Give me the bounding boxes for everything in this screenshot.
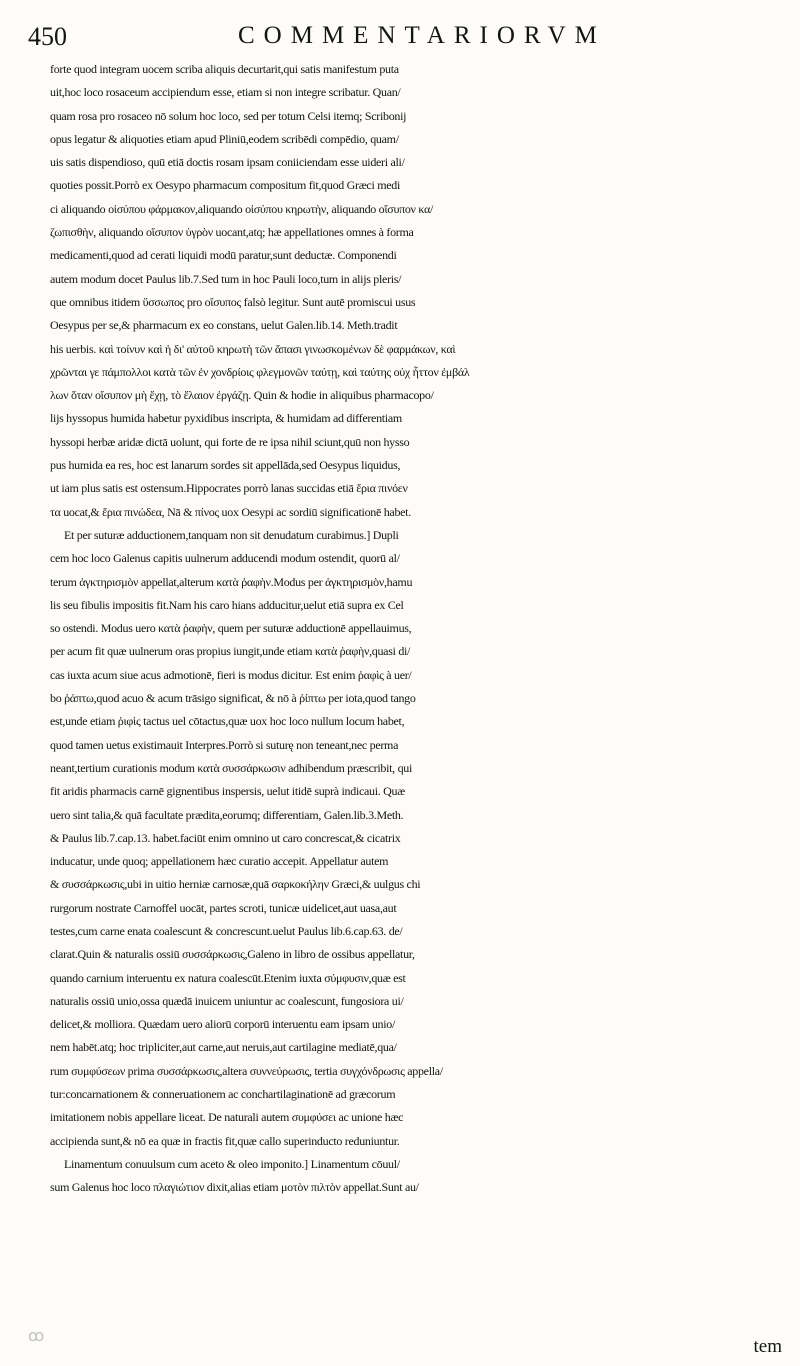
text-line: terum ἀγκτηρισμὸν appellat,alterum κατὰ ῥαφὴν.Modus per ἀγκτηρισμὸν,hamu — [50, 574, 413, 589]
text-line: ci aliquando οἰσύπου φάρμακον,aliquando οἰσύπου κηρωτὴν, aliquando οἴσυπον κα/ — [50, 201, 434, 216]
text-line: rum συμφύσεων prima συσσάρκωσις,altera συννεύρωσις, tertia συγχόνδρωσις appella/ — [50, 1063, 443, 1078]
text-line: lijs hyssopus humida habetur pyxidibus inscripta, & humidam ad differentiam — [50, 411, 402, 426]
text-line: pus humida ea res, hoc est lanarum sordes sit appellāda,sed Oesypus liquidus, — [50, 458, 401, 473]
text-line: λων ὅταν οἴσυπον μὴ ἔχῃ, τὸ ἔλαιον ἐργάζῃ. Quin & hodie in aliquibus pharmacopo/ — [50, 388, 434, 403]
text-line: Oesypus per se,& pharmacum ex eo constans, uelut Galen.lib.14. Meth.tradit — [50, 318, 398, 333]
text-line: lis seu fibulis impositis fit.Nam his caro hians adducitur,uelut etiā supra ex Cel — [50, 597, 404, 612]
text-line: delicet,& molliora. Quædam uero aliorū corporū interuentu eam ipsam unio/ — [50, 1017, 396, 1032]
text-line: cem hoc loco Galenus capitis uulnerum adducendi modum ostendit, quorū al/ — [50, 551, 400, 566]
text-line: testes,cum carne enata coalescunt & concrescunt.uelut Paulus lib.6.cap.63. de/ — [50, 923, 403, 938]
text-line: accipienda sunt,& nō ea quæ in fractis fit,quæ callo superinducto reduniuntur. — [50, 1133, 400, 1148]
text-line: inducatur, unde quoq; appellationem hæc curatio accepit. Appellatur autem — [50, 854, 389, 869]
text-line: so ostendi. Modus uero κατὰ ῥαφὴν, quem per suturæ adductionē appellauimus, — [50, 621, 412, 636]
text-line: quam rosa pro rosaceo nō solum hoc loco, sed per totum Celsi itemq; Scribonij — [50, 108, 407, 123]
text-line: quando carnium interuentu ex natura coalescūt.Etenim iuxta σύμφυσιν,quæ est — [50, 970, 406, 985]
text-line: & Paulus lib.7.cap.13. habet.faciūt enim omnino ut caro concrescat,& cicatrix — [50, 830, 401, 845]
body-text — [50, 58, 796, 1200]
text-line: per acum fit quæ uulnerum oras propius iungit,unde etiam κατὰ ῥαφὴν,quasi di/ — [50, 644, 411, 659]
text-line: que omnibus itidem ὕσσωπος pro οἴσυπος falsò legitur. Sunt autē promiscui usus — [50, 294, 416, 309]
text-line: χρῶνται γε πάμπολλοι κατὰ τῶν ἐν χονδρίοις φλεγμονῶν ταύτῃ, καὶ ταύτης οὐχ ἧττον ἐμβάλ — [50, 364, 470, 379]
text-line: naturalis ossiū unio,ossa quædā inuicem uniuntur ac coalescunt, fungosiora ui/ — [50, 993, 404, 1008]
text-line: Et per suturæ adductionem,tanquam non sit denudatum curabimus.] Dupli — [64, 527, 399, 542]
text-line: sum Galenus hoc loco πλαγιώτιον dixit,alias etiam μοτὸν πιλτὸν appellat.Sunt au/ — [50, 1180, 419, 1195]
text-line: opus legatur & aliquoties etiam apud Pliniū,eodem scribēdi compēdio, quam/ — [50, 131, 399, 146]
page-header — [28, 18, 780, 54]
catchword: tem — [753, 1336, 782, 1357]
text-line: τα uocat,& ἔρια πινώδεα, Nā & πίνος uox Oesypi ac sordiū significationē habet. — [50, 504, 411, 519]
text-line: forte quod integram uocem scriba aliquis decurtarit,qui satis manifestum puta — [50, 62, 399, 76]
text-line: rurgorum nostrate Carnoffel uocāt, partes scroti, tunicæ uidelicet,aut uasa,aut — [50, 900, 397, 915]
text-line: medicamenti,quod ad cerati liquidi modū paratur,sunt deductæ. Componendi — [50, 248, 397, 263]
page-number: 450 — [28, 22, 67, 51]
text-line: autem modum docet Paulus lib.7.Sed tum in hoc Pauli loco,tum in alijs pleris/ — [50, 271, 402, 286]
library-stamp: ꝏ — [28, 1328, 45, 1345]
running-title: COMMENTARIORVM — [238, 22, 606, 49]
text-line: nem habēt.atq; hoc tripliciter,aut carne,aut neruis,aut cartilagine mediatē,qua/ — [50, 1040, 397, 1055]
text-line: quod tamen uetus existimauit Interpres.Porrò si suturę non teneant,nec perma — [50, 737, 399, 752]
text-line: ut iam plus satis est ostensum.Hippocrates porrò lanas succidas etiā ἔρια πινόεν — [50, 481, 408, 496]
text-line: cas iuxta acum siue acus admotionē, fieri is modus dicitur. Est enim ῥαφὶς à uer/ — [50, 667, 412, 682]
text-line: uis satis dispendioso, quū etiā doctis rosam ipsam coniiciendam esse uideri ali/ — [50, 155, 405, 170]
text-line: neant,tertium curationis modum κατὰ συσσάρκωσιν adhibendum præscribit, qui — [50, 760, 413, 775]
text-line: clarat.Quin & naturalis ossiū συσσάρκωσις,Galeno in libro de ossibus appellatur, — [50, 947, 415, 962]
text-line: imitationem nobis appellare liceat. De naturali autem συμφύσει ac unione hæc — [50, 1110, 404, 1125]
text-line: quoties possit.Porrò ex Oesypo pharmacum compositum fit,quod Græci medi — [50, 178, 400, 193]
text-line: Linamentum conuulsum cum aceto & oleo imponito.] Linamentum cōuul/ — [64, 1156, 400, 1171]
text-line: ζωπισθὴν, aliquando οἴσυπον ὑγρὸν uocant,atq; hæ appellationes omnes à forma — [50, 225, 414, 240]
text-line: his uerbis. καὶ τοίνυν καὶ ἡ δι' αὐτοῦ κηρωτὴ τῶν ἅπασι γινωσκομένων δὲ φαρμάκων, καὶ — [50, 341, 456, 356]
text-line: tur:concarnationem & conneruationem ac conchartilaginationē ad græcorum — [50, 1087, 396, 1102]
text-line: uit,hoc loco rosaceum accipiendum esse, etiam si non integre scribatur. Quan/ — [50, 85, 401, 100]
text-line: & συσσάρκωσις,ubi in uitio herniæ carnosæ,quā σαρκοκήλην Græci,& uulgus chi — [50, 877, 421, 892]
text-line: fit aridis pharmacis carnē gignentibus inspersis, uelut itidē suprà indicaui. Quæ — [50, 784, 405, 799]
text-line: est,unde etiam ῥιφὶς tactus uel cōtactus,quæ uox hoc loco nullum locum habet, — [50, 714, 405, 729]
text-line: bo ῥάπτω,quod acuo & acum trāsigo significat, & nō à ῥίπτω per iota,quod tango — [50, 691, 416, 706]
text-line: uero sint talia,& quā facultate prædita,eorumq; differentiam, Galen.lib.3.Meth. — [50, 807, 404, 822]
text-line: hyssopi herbæ aridæ dictā uolunt, qui forte de re ipsa nihil sciunt,quū non hysso — [50, 434, 410, 449]
